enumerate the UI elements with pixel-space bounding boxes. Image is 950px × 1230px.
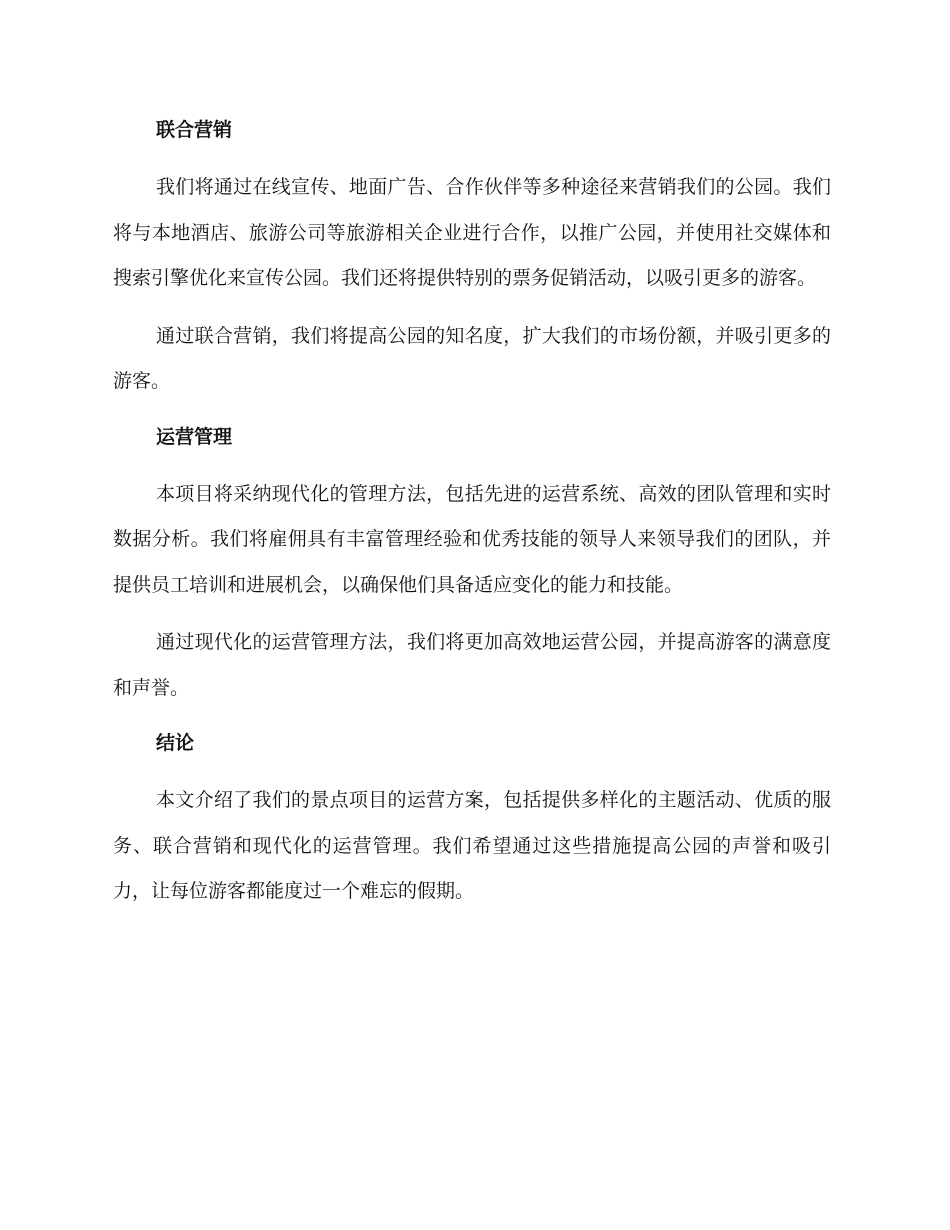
document-page — [113, 108, 831, 915]
paragraph: 本项目将采纳现代化的管理方法，包括先进的运营系统、高效的团队管理和实时数据分析。我们将雇佣具有丰富管理经验和优秀技能的领导人来领导我们的团队，并提供员工培训和进展机会，以确保他们具备适应变化的能力和技能。 — [113, 482, 831, 596]
paragraph: 我们将通过在线宣传、地面广告、合作伙伴等多种途径来营销我们的公园。我们将与本地酒店、旅游公司等旅游相关企业进行合作，以推广公园，并使用社交媒体和搜索引擎优化来宣传公园。我们还将提供特别的票务促销活动，以吸引更多的游客。 — [113, 176, 831, 289]
paragraph: 通过联合营销，我们将提高公园的知名度，扩大我们的市场份额，并吸引更多的游客。 — [113, 324, 831, 392]
section-heading: 运营管理 — [156, 425, 233, 448]
section-operations-management — [113, 415, 831, 712]
section-joint-marketing — [113, 108, 831, 405]
paragraph: 通过现代化的运营管理方法，我们将更加高效地运营公园，并提高游客的满意度和声誉。 — [113, 631, 831, 699]
section-conclusion — [113, 721, 831, 915]
section-heading: 联合营销 — [156, 119, 233, 141]
section-heading: 结论 — [156, 732, 195, 754]
paragraph: 本文介绍了我们的景点项目的运营方案，包括提供多样化的主题活动、优质的服务、联合营销和现代化的运营管理。我们希望通过这些措施提高公园的声誉和吸引力，让每位游客都能度过一个难忘的假期。 — [113, 789, 831, 902]
